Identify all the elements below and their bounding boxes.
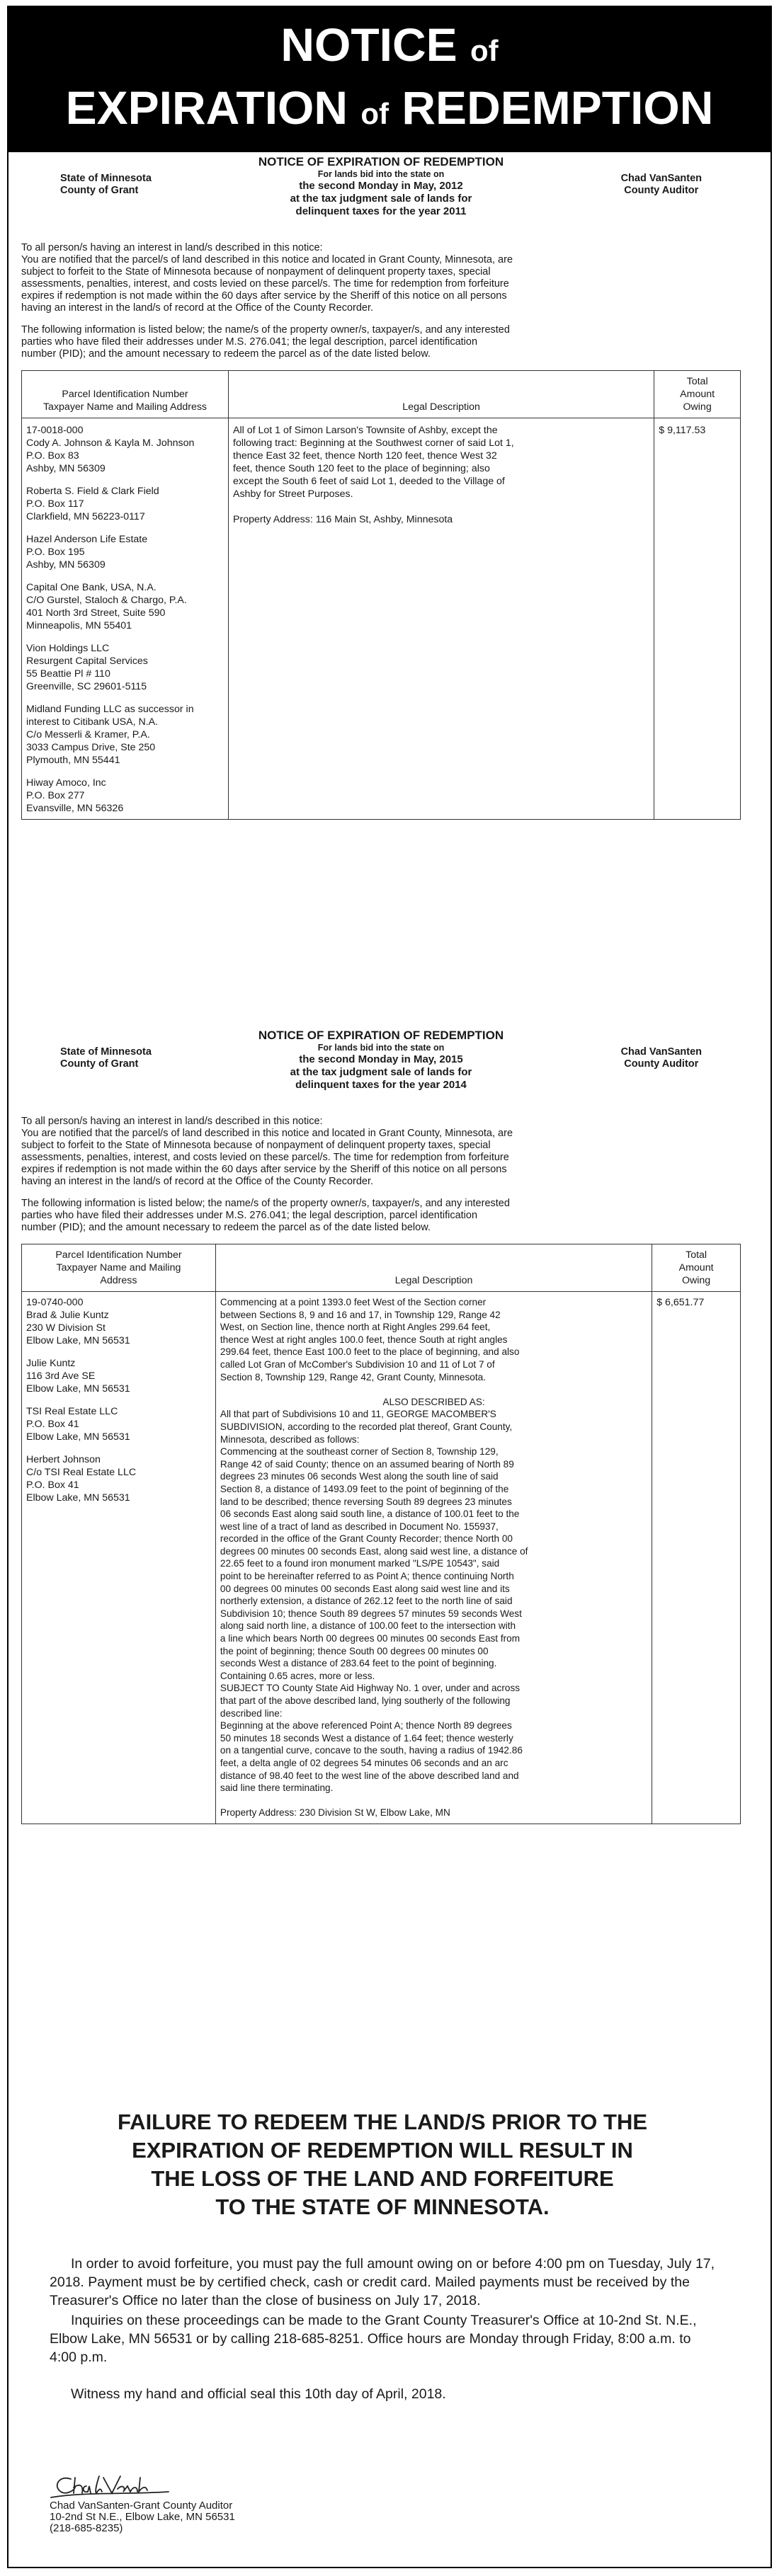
legal-line: northerly extension, a distance of 262.12 feet to the north line of said	[220, 1596, 513, 1607]
signer-phone: (218-685-8235)	[50, 2522, 123, 2534]
banner-expiration: EXPIRATION	[65, 81, 348, 134]
party-line: P.O. Box 41	[26, 1419, 79, 1430]
party-line: Capital One Bank, USA, N.A.	[26, 582, 157, 593]
party-line: Clarkfield, MN 56223-0117	[26, 511, 145, 522]
notice-section-2015	[21, 1028, 741, 1824]
party-line: Roberta S. Field & Clark Field	[26, 486, 159, 497]
section-title: NOTICE OF EXPIRATION OF REDEMPTION	[258, 1029, 504, 1042]
party-line: 55 Beattie Pl # 110	[26, 668, 110, 680]
legal-line: Commencing at a point 1393.0 feet West of the Section corner	[220, 1297, 487, 1307]
party-block	[26, 1296, 211, 1347]
failure-line: FAILURE TO REDEEM THE LAND/S PRIOR TO THE	[117, 2110, 648, 2134]
party-line: Plymouth, MN 55441	[26, 755, 120, 766]
header-line: Parcel Identification Number	[62, 389, 188, 400]
legal-line: Containing 0.65 acres, more or less.	[220, 1670, 375, 1681]
legal-line: thence West at right angles 100.0 feet, thence South at right angles	[220, 1334, 508, 1345]
party-block	[26, 424, 224, 475]
legal-line: between Sections 8, 9 and 16 and 17, in Township 129, Range 42	[220, 1309, 501, 1320]
property-address: Property Address: 116 Main St, Ashby, Minnesota	[233, 514, 453, 525]
party-block	[26, 1405, 211, 1443]
auditor-label	[621, 1046, 702, 1070]
intro-line: To all person/s having an interest in land/s described in this notice:	[21, 242, 323, 253]
party-line: Greenville, SC 29601-5115	[26, 681, 147, 692]
header-banner	[8, 7, 771, 152]
legal-line: 50 minutes 18 seconds West a distance of 1.64 feet; thence westerly	[220, 1732, 513, 1744]
col-amount-header	[652, 1244, 741, 1292]
legal-line: feet, thence South 120 feet to the place of beginning; also	[233, 463, 490, 474]
legal-line	[233, 500, 649, 513]
legal-line: All that part of Subdivisions 10 and 11, GEORGE MACOMBER'S	[220, 1409, 496, 1420]
party-line: C/O Gurstel, Staloch & Chargo, P.A.	[26, 595, 187, 606]
party-line: Brad & Julie Kuntz	[26, 1310, 109, 1321]
party-line: interest to Citibank USA, N.A.	[26, 716, 159, 728]
legal-description-cell	[229, 418, 654, 820]
parcel-table	[21, 1244, 741, 1824]
notice-section-2012	[21, 154, 741, 820]
party-line: Resurgent Capital Services	[26, 656, 148, 667]
legal-line: Minnesota, described as follows:	[220, 1433, 360, 1445]
party-line: P.O. Box 83	[26, 450, 79, 462]
intro-line: having an interest in the land/s of record at the Office of the County Recorder.	[21, 302, 374, 314]
legal-description-cell	[215, 1292, 652, 1824]
party-block	[26, 581, 224, 632]
section-sub-2: the second Monday in May, 2015	[299, 1053, 463, 1065]
banner-notice: NOTICE	[280, 18, 457, 71]
party-block	[26, 533, 224, 571]
county-label: County of Grant	[60, 1058, 139, 1070]
party-line: P.O. Box 41	[26, 1479, 79, 1491]
state-label: State of Minnesota	[60, 1046, 152, 1058]
legal-line	[220, 1383, 647, 1396]
legal-line: degrees 00 minutes 00 seconds East, along said west line, a distance of	[220, 1545, 528, 1557]
info-line: number (PID); and the amount necessary to redeem the parcel as of the date listed below.	[21, 348, 431, 360]
section-sub-4: delinquent taxes for the year 2011	[295, 205, 467, 217]
section-header	[21, 154, 741, 242]
intro-line: subject to forfeit to the State of Minnesota because of nonpayment of delinquent property taxes, special	[21, 266, 491, 277]
party-block	[26, 703, 224, 767]
party-line: Minneapolis, MN 55401	[26, 620, 132, 631]
party-line: Elbow Lake, MN 56531	[26, 1492, 130, 1504]
county-label: County of Grant	[60, 185, 139, 196]
state-county-label	[60, 173, 152, 197]
property-address: Property Address: 230 Division St W, Elbow Lake, MN	[220, 1807, 450, 1819]
legal-line: along said north line, a distance of 100.00 feet to the intersection with	[220, 1620, 516, 1632]
state-label: State of Minnesota	[60, 173, 152, 184]
banner-redemption: REDEMPTION	[402, 81, 714, 134]
legal-line: except the South 6 feet of said Lot 1, deeded to the Village of	[233, 476, 505, 487]
info-line: parties who have filed their addresses under M.S. 276.041; the legal description, parcel identification	[21, 336, 478, 348]
legal-line: Range 42 of said County; thence on an assumed bearing of North 89	[220, 1458, 514, 1470]
legal-line: SUBDIVISION, according to the recorded plat thereof, Grant County,	[220, 1421, 513, 1432]
header-line: Total	[686, 1249, 707, 1261]
legal-line: west line of a tract of land as described in Document No. 155937,	[220, 1521, 499, 1532]
legal-line: feet, a delta angle of 02 degrees 54 minutes 06 seconds and an arc	[220, 1757, 508, 1768]
legal-line: thence East 32 feet, thence North 120 feet, thence West 32	[233, 450, 497, 462]
party-line: 230 W Division St	[26, 1322, 106, 1334]
banner-of-2: of	[360, 96, 390, 130]
header-line: Address	[100, 1275, 137, 1286]
party-line: Ashby, MN 56309	[26, 463, 106, 474]
party-line: Midland Funding LLC as successor in	[26, 704, 194, 715]
col-parcel-header	[22, 371, 229, 418]
party-line: P.O. Box 195	[26, 546, 85, 558]
party-line: Cody A. Johnson & Kayla M. Johnson	[26, 437, 195, 449]
section-sub-4: delinquent taxes for the year 2014	[295, 1079, 467, 1091]
info-line: parties who have filed their addresses under M.S. 276.041; the legal description, parcel identification	[21, 1210, 478, 1221]
amount-cell: $ 9,117.53	[654, 418, 741, 820]
legal-line: distance of 98.40 feet to the west line of the above described land and	[220, 1770, 519, 1781]
table-row	[22, 418, 741, 820]
signature-block	[50, 2471, 333, 2534]
legal-line: described line:	[220, 1707, 283, 1719]
legal-line: that part of the above described land, lying southerly of the following	[220, 1695, 511, 1706]
auditor-label	[621, 173, 702, 197]
header-line: Total	[686, 376, 708, 387]
party-line: Herbert Johnson	[26, 1454, 101, 1465]
intro-paragraph	[21, 242, 741, 314]
legal-line: the point of beginning; thence South 00 degrees 00 minutes 00	[220, 1645, 489, 1656]
payment-paragraph: In order to avoid forfeiture, you must pay the full amount owing on or before 4:00 pm on Tuesday, July 17, 2018. Payment must be by certified check, cash or credit card. Mailed payments must be received by the Treasurer's Office no later than the close of business on July 17, 2018.	[50, 2256, 715, 2308]
legal-line: Ashby for Street Purposes.	[233, 488, 353, 500]
section-sub-1: For lands bid into the state on	[317, 169, 445, 179]
auditor-name: Chad VanSanten	[620, 1046, 702, 1058]
intro-paragraph	[21, 1116, 741, 1188]
intro-line: To all person/s having an interest in land/s described in this notice:	[21, 1116, 323, 1127]
info-paragraph	[21, 324, 741, 360]
failure-line: TO THE STATE OF MINNESOTA.	[215, 2194, 550, 2219]
also-described-heading: ALSO DESCRIBED AS:	[382, 1396, 485, 1407]
handwritten-signature	[50, 2471, 170, 2503]
header-line: Taxpayer Name and Mailing	[56, 1262, 181, 1273]
header-line: Taxpayer Name and Mailing Address	[42, 401, 207, 413]
legal-line: called Lot Gran of McComber's Subdivision 10 and 11 of Lot 7 of	[220, 1358, 495, 1370]
parcel-table	[21, 370, 741, 820]
table-header-row	[22, 1244, 741, 1292]
party-line: Ashby, MN 56309	[26, 559, 106, 571]
col-legal-header: Legal Description	[215, 1244, 652, 1292]
legal-line: on a tangential curve, concave to the south, having a radius of 1942.86	[220, 1745, 523, 1756]
banner-of-1: of	[470, 33, 499, 67]
intro-line: expires if redemption is not made within the 60 days after service by the Sheriff of this notice on all persons	[21, 290, 507, 302]
signature-lines	[50, 2500, 333, 2534]
info-line: The following information is listed below; the name/s of the property owner/s, taxpayer/s, and any interested	[21, 324, 510, 336]
failure-line: THE LOSS OF THE LAND AND FORFEITURE	[151, 2166, 614, 2191]
legal-line	[220, 1794, 647, 1807]
info-line: number (PID); and the amount necessary to redeem the parcel as of the date listed below.	[21, 1222, 431, 1233]
banner-line-2	[8, 79, 771, 143]
party-line: Vion Holdings LLC	[26, 643, 110, 654]
party-line: P.O. Box 117	[26, 498, 84, 510]
legal-line: Section 8, Township 129, Range 42, Grant County, Minnesota.	[220, 1371, 486, 1383]
legal-line: West, on Section line, thence north at Right Angles 299.64 feet,	[220, 1322, 491, 1333]
party-block	[26, 1357, 211, 1395]
legal-line: point to be hereinafter referred to as Point A; thence continuing North	[220, 1571, 514, 1582]
section-header	[21, 1028, 741, 1116]
table-row	[22, 1292, 741, 1824]
party-block	[26, 1453, 211, 1504]
legal-line: Commencing at the southeast corner of Section 8, Township 129,	[220, 1446, 499, 1458]
auditor-name: Chad VanSanten	[620, 173, 702, 184]
party-line: Hazel Anderson Life Estate	[26, 534, 148, 545]
legal-line: recorded in the office of the Grant County Recorder; thence North 00	[220, 1533, 513, 1545]
party-block	[26, 777, 224, 815]
banner-line-1	[8, 17, 771, 79]
intro-line: assessments, penalties, interest, and costs levied on these parcel/s. The time for redemption from forfeiture	[21, 278, 509, 290]
legal-line: said line there terminating.	[220, 1782, 334, 1794]
section-sub-1: For lands bid into the state on	[317, 1043, 445, 1053]
legal-line: Subdivision 10; thence South 89 degrees 57 minutes 59 seconds West	[220, 1608, 522, 1619]
legal-line: 299.64 feet, thence East 100.0 feet to the place of beginning, and also	[220, 1346, 520, 1358]
legal-line: degrees 23 minutes 06 seconds West along the south line of said	[220, 1471, 499, 1482]
failure-line: EXPIRATION OF REDEMPTION WILL RESULT IN	[132, 2138, 633, 2163]
col-parcel-header	[22, 1244, 216, 1292]
witness-line: Witness my hand and official seal this 10th day of April, 2018.	[71, 2386, 446, 2402]
party-line: Evansville, MN 56326	[26, 803, 124, 814]
party-line: Elbow Lake, MN 56531	[26, 1431, 130, 1443]
intro-line: having an interest in the land/s of record at the Office of the County Recorder.	[21, 1176, 374, 1187]
party-line: Elbow Lake, MN 56531	[26, 1335, 130, 1346]
legal-line: a line which bears North 00 degrees 00 minutes 00 seconds East from	[220, 1633, 521, 1644]
legal-line: SUBJECT TO County State Aid Highway No. 1 over, under and across	[220, 1683, 521, 1694]
party-line: C/o TSI Real Estate LLC	[26, 1467, 137, 1478]
legal-line: 06 seconds East along said south line, a distance of 100.01 feet to the	[220, 1509, 520, 1520]
header-line: Owing	[681, 1275, 711, 1286]
header-line: Amount	[678, 1262, 714, 1273]
taxpayer-cell	[22, 418, 229, 820]
party-line: P.O. Box 277	[26, 790, 85, 801]
auditor-title: County Auditor	[624, 185, 699, 196]
signer-name: Chad VanSanten-Grant County Auditor	[50, 2500, 233, 2512]
legal-line: Section 8, a distance of 1493.09 feet to the point of beginning of the	[220, 1483, 509, 1494]
table-header-row	[22, 371, 741, 418]
info-line: The following information is listed below; the name/s of the property owner/s, taxpayer/s, and any interested	[21, 1198, 510, 1209]
party-line: TSI Real Estate LLC	[26, 1406, 118, 1417]
amount-cell: $ 6,651.77	[652, 1292, 741, 1824]
party-line: 116 3rd Ave SE	[26, 1370, 96, 1382]
section-sub-3: at the tax judgment sale of lands for	[290, 193, 472, 205]
legal-line: following tract: Beginning at the Southwest corner of said Lot 1,	[233, 437, 514, 449]
section-title: NOTICE OF EXPIRATION OF REDEMPTION	[258, 155, 504, 168]
party-line: 401 North 3rd Street, Suite 590	[26, 607, 166, 619]
parcel-id: 17-0018-000	[26, 425, 84, 436]
intro-line: You are notified that the parcel/s of land described in this notice and located in Grant County, Minnesota, are	[21, 1128, 513, 1139]
party-line: Hiway Amoco, Inc	[26, 777, 106, 789]
header-line: Owing	[683, 401, 712, 413]
party-line: Elbow Lake, MN 56531	[26, 1383, 130, 1395]
intro-line: subject to forfeit to the State of Minnesota because of nonpayment of delinquent property taxes, special	[21, 1140, 491, 1151]
legal-line: Beginning at the above referenced Point A; thence North 89 degrees	[220, 1720, 512, 1731]
party-line: 3033 Campus Drive, Ste 250	[26, 742, 156, 753]
state-county-label	[60, 1046, 152, 1070]
col-legal-header: Legal Description	[229, 371, 654, 418]
party-line: Julie Kuntz	[26, 1358, 76, 1369]
section-sub-3: at the tax judgment sale of lands for	[290, 1066, 472, 1078]
party-line: C/o Messerli & Kramer, P.A.	[26, 729, 150, 740]
legal-line: seconds West a distance of 283.64 feet to the point of beginning.	[220, 1658, 497, 1669]
party-block	[26, 485, 224, 523]
header-line: Parcel Identification Number	[55, 1249, 182, 1261]
closing-text	[50, 2255, 715, 2405]
inquiries-paragraph: Inquiries on these proceedings can be made to the Grant County Treasurer's Office at 10-2nd St. N.E., Elbow Lake, MN 56531 or by calling 218-685-8251. Office hours are Monday through Friday, 8:00 a.m. to 4:00 p.m.	[50, 2313, 697, 2365]
intro-line: assessments, penalties, interest, and costs levied on these parcel/s. The time for redemption from forfeiture	[21, 1152, 509, 1163]
info-paragraph	[21, 1198, 741, 1234]
parcel-id: 19-0740-000	[26, 1297, 84, 1308]
signer-address: 10-2nd St N.E., Elbow Lake, MN 56531	[50, 2511, 235, 2523]
legal-line: land to be described; thence reversing South 89 degrees 23 minutes	[220, 1496, 512, 1507]
intro-line: You are notified that the parcel/s of land described in this notice and located in Grant County, Minnesota, are	[21, 254, 513, 265]
legal-line: All of Lot 1 of Simon Larson's Townsite of Ashby, except the	[233, 425, 498, 436]
legal-line: 22.65 feet to a found iron monument marked "LS/PE 10543", said	[220, 1558, 500, 1569]
taxpayer-cell	[22, 1292, 216, 1824]
auditor-title: County Auditor	[624, 1058, 699, 1070]
failure-warning	[14, 2108, 751, 2221]
party-block	[26, 642, 224, 693]
header-line: Amount	[680, 389, 715, 400]
intro-line: expires if redemption is not made within the 60 days after service by the Sheriff of this notice on all persons	[21, 1164, 507, 1175]
col-amount-header	[654, 371, 741, 418]
section-sub-2: the second Monday in May, 2012	[299, 180, 463, 192]
legal-line: 00 degrees 00 minutes 00 seconds East along said west line and its	[220, 1583, 510, 1594]
